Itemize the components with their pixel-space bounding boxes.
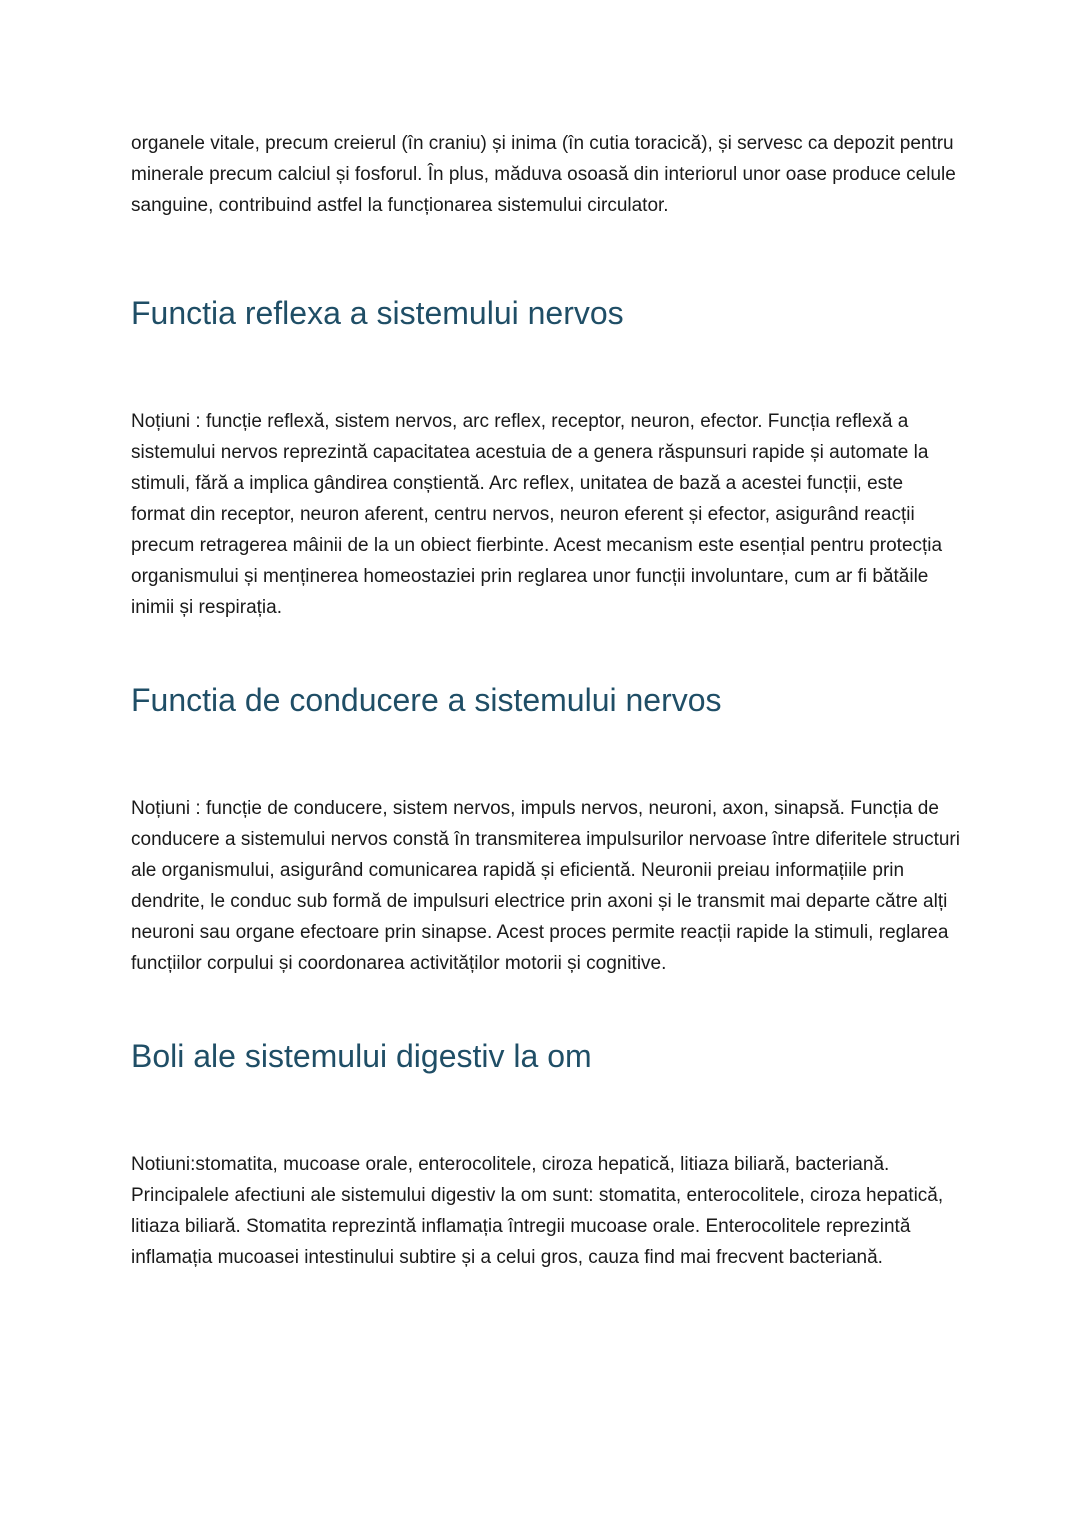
intro-paragraph: organele vitale, precum creierul (în craniu) și inima (în cutia toracică), și servesc ca depozit pentru minerale precum calciul și fosforul. În plus, măduva osoasă din interiorul unor oase produce celule sanguine, contribuind astfel la funcționarea sistemului circulator. (131, 133, 956, 216)
section-paragraph: Noțiuni : funcție de conducere, sistem nervos, impuls nervos, neuroni, axon, sinapsă. Funcția de conducere a sistemului nervos constă în transmiterea impulsurilor nervoase între diferitele structuri ale organismului, asigurând comunicarea rapidă și eficientă. Neuronii preiau informațiile prin dendrite, le conduc sub formă de impulsuri electrice prin axoni și le transmit mai departe către alți neuroni sau organe efectoare prin sinapse. Acest proces permite reacții rapide la stimuli, reglarea funcțiilor corpului și coordonarea activităților motorii și cognitive. (131, 798, 960, 974)
section-heading: Boli ale sistemului digestiv la om (131, 1038, 592, 1074)
section-paragraph: Notiuni:stomatita, mucoase orale, enterocolitele, ciroza hepatică, litiaza biliară, bacteriană. Principalele afectiuni ale sistemului digestiv la om sunt: stomatita, enterocolitele, ciroza hepatică, litiaza biliară. Stomatita reprezintă inflamația întregii mucoase orale. Enterocolitele reprezintă inflamația mucoasei intestinului subtire și a celui gros, cauza find mai frecvent bacteriană. (131, 1154, 944, 1268)
section-reflex-function (131, 293, 961, 623)
section-paragraph: Noțiuni : funcție reflexă, sistem nervos, arc reflex, receptor, neuron, efector. Funcția reflexă a sistemului nervos reprezintă capacitatea acestuia de a genera răspunsuri rapide și automate la stimuli, fără a implica gândirea conștientă. Arc reflex, unitatea de bază a acestei funcții, este format din receptor, neuron aferent, centru nervos, neuron eferent și efector, asigurând reacții precum retragerea mâinii de la un obiect fierbinte. Acest mecanism este esențial pentru protecția organismului și menținerea homeostaziei prin reglarea unor funcții involuntare, cum ar fi bătăile inimii și respirația. (131, 411, 943, 618)
section-heading: Functia de conducere a sistemului nervos (131, 682, 722, 718)
section-digestive-diseases (131, 1036, 961, 1273)
section-heading: Functia reflexa a sistemului nervos (131, 295, 624, 331)
section-conduction-function (131, 680, 961, 979)
document-page (131, 128, 961, 1273)
